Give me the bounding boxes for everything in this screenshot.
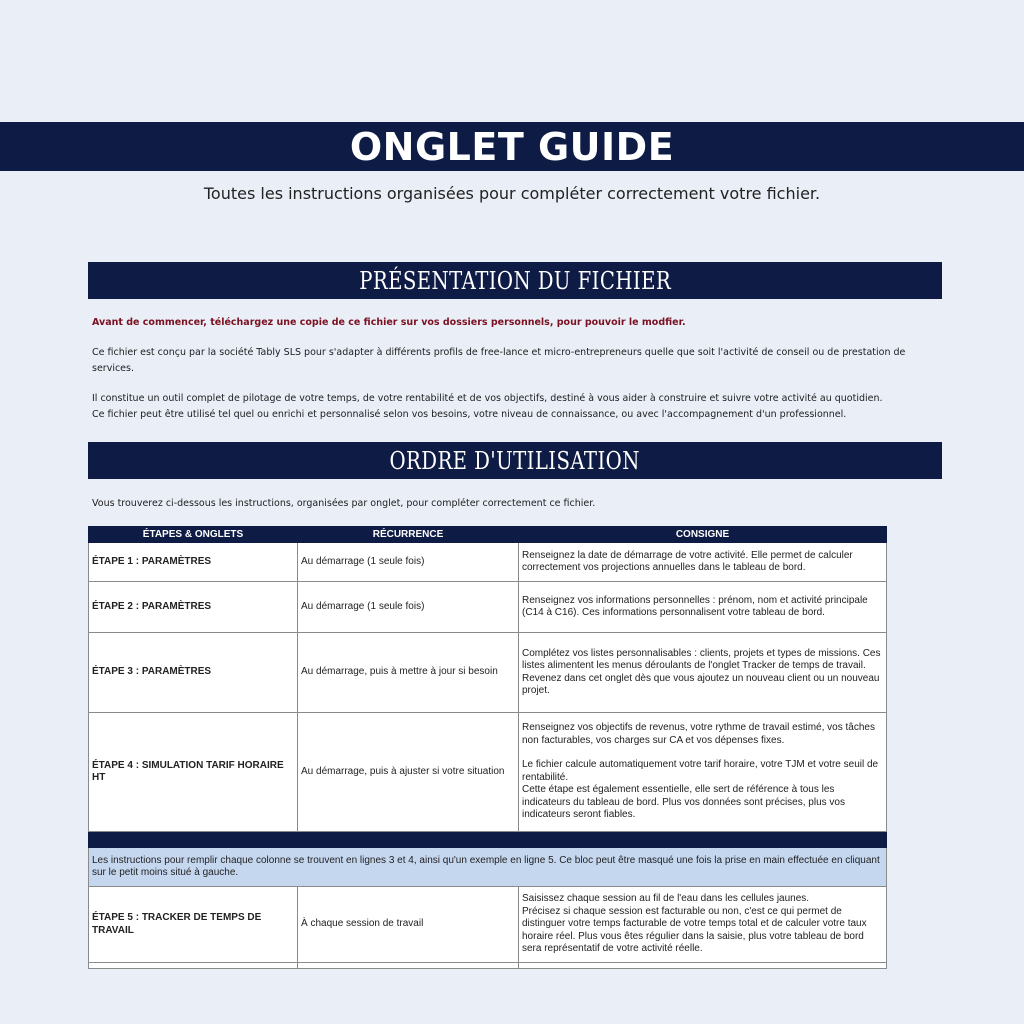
presentation-paragraph-2a: Il constitue un outil complet de pilotage de votre temps, de votre rentabilité et de vos objectifs, destiné à vous aider à construire et suivre votre activité au quotidien. [92, 393, 883, 404]
presentation-paragraph-1: Ce fichier est conçu par la société Tably SLS pour s'adapter à différents profils de free-lance et micro-entrepreneurs quelle que soit l'activité de conseil ou de prestation de services. [92, 347, 906, 374]
section-title-ordre: ORDRE D'UTILISATION [389, 446, 641, 475]
consigne-spacer [522, 747, 883, 759]
consigne-text: Saisissez chaque session au fil de l'eau dans les cellules jaunes. [522, 893, 810, 905]
section-header-presentation [88, 262, 942, 299]
presentation-paragraph-2b: Ce fichier peut être utilisé tel quel ou enrichi et personnalisé selon vos besoins, votre niveau de connaissance, ou avec l'accompagnement d'un professionnel. [92, 409, 847, 420]
page-title: ONGLET GUIDE [349, 124, 675, 169]
table-row [89, 633, 887, 713]
consigne-text: Précisez si chaque session est facturable ou non, c'est ce qui permet de distinguer votre temps facturable de votre temps total et de calculer votre taux horaire réel. Plus vous êtes régulier dans la saisie, plus votre tableau de bord sera représentatif de votre activité réelle. [522, 905, 867, 955]
consigne-cell[interactable] [519, 543, 887, 582]
step-cell[interactable]: ÉTAPE 3 : PARAMÈTRES [89, 633, 298, 713]
consigne-text: Renseignez la date de démarrage de votre activité. Elle permet de calculer correctement vos projections annuelles dans le tableau de bord. [522, 549, 853, 573]
recurrence-cell[interactable]: Au démarrage (1 seule fois) [298, 543, 519, 582]
table-row [89, 582, 887, 633]
group-separator[interactable] [89, 832, 887, 848]
consigne-cell[interactable] [519, 887, 887, 963]
consigne-cell[interactable] [519, 713, 887, 832]
step-cell[interactable]: ÉTAPE 2 : PARAMÈTRES [89, 582, 298, 633]
recurrence-cell[interactable]: À chaque session de travail [298, 887, 519, 963]
consigne-text: Revenez dans cet onglet dès que vous ajoutez un nouveau client ou un nouveau projet. [522, 672, 880, 696]
consigne-cell[interactable] [519, 582, 887, 633]
consigne-text: Le fichier calcule automatiquement votre tarif horaire, votre TJM et votre seuil de rentabilité. [522, 759, 879, 783]
section-header-ordre [88, 442, 942, 479]
step-cell[interactable]: ÉTAPE 1 : PARAMÈTRES [89, 543, 298, 582]
table-row [89, 887, 887, 963]
section-title-presentation: PRÉSENTATION DU FICHIER [359, 266, 671, 295]
consigne-text: Renseignez vos informations personnelles : prénom, nom et activité principale (C14 à C16). Ces informations personnalisent votre tableau de bord. [522, 594, 868, 618]
step-cell[interactable]: ÉTAPE 4 : SIMULATION TARIF HORAIRE HT [89, 713, 298, 832]
title-banner [0, 122, 1024, 171]
table-row [89, 713, 887, 832]
consigne-text: Renseignez vos objectifs de revenus, votre rythme de travail estimé, vos tâches non facturables, vos charges sur CA et vos dépenses fixes. [522, 722, 875, 746]
column-header: RÉCURRENCE [298, 527, 519, 543]
ordre-intro: Vous trouverez ci-dessous les instructions, organisées par onglet, pour compléter correctement ce fichier. [92, 498, 596, 509]
step-cell[interactable]: ÉTAPE 5 : TRACKER DE TEMPS DE TRAVAIL [89, 887, 298, 963]
consigne-cell[interactable] [519, 633, 887, 713]
group-separator-row [89, 832, 887, 848]
warning-text: Avant de commencer, téléchargez une copie de ce fichier sur vos dossiers personnels, pour pouvoir le modfier. [92, 317, 686, 328]
empty-cell[interactable] [298, 963, 519, 969]
column-header: CONSIGNE [519, 527, 887, 543]
recurrence-cell[interactable]: Au démarrage (1 seule fois) [298, 582, 519, 633]
recurrence-cell[interactable]: Au démarrage, puis à mettre à jour si besoin [298, 633, 519, 713]
spreadsheet-view [88, 262, 942, 972]
consigne-text: Complétez vos listes personnalisables : clients, projets et types de missions. Ces listes alimentent les menus déroulants de l'onglet Tracker de temps de travail. [522, 647, 881, 671]
column-header: ÉTAPES & ONGLETS [89, 527, 298, 543]
empty-cell[interactable] [89, 963, 298, 969]
consigne-text: Cette étape est également essentielle, elle sert de référence à tous les indicateurs du tableau de bord. Plus vos données sont précises, plus vos indicateurs seront fiables. [522, 784, 845, 821]
table-header-row [89, 527, 887, 543]
table-row [89, 543, 887, 582]
page-subtitle: Toutes les instructions organisées pour compléter correctement votre fichier. [203, 184, 821, 203]
info-row [89, 848, 887, 887]
table-row-partial [89, 963, 887, 969]
info-cell[interactable]: Les instructions pour remplir chaque colonne se trouvent en lignes 3 et 4, ainsi qu'un exemple en ligne 5. Ce bloc peut être masqué une fois la prise en main effectuée en cliquant sur le petit moins situé à gauche. [89, 848, 887, 887]
instructions-table [88, 526, 887, 969]
recurrence-cell[interactable]: Au démarrage, puis à ajuster si votre situation [298, 713, 519, 832]
empty-cell[interactable] [519, 963, 887, 969]
